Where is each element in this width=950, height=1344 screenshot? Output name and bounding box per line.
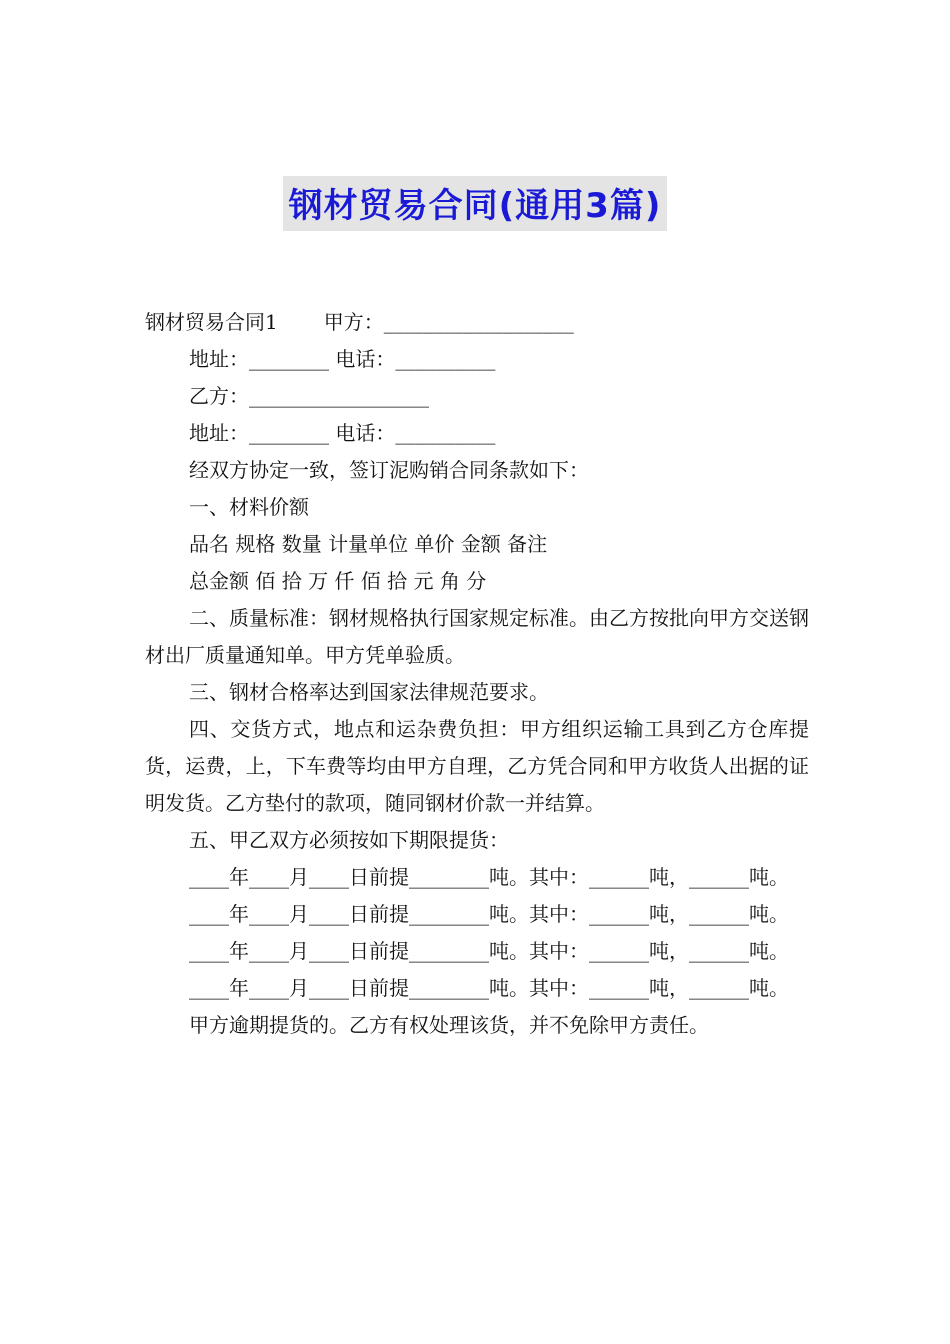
delivery-schedule-line: ____年____月____日前提________吨。其中：______吨，______吨。 [189,865,789,889]
party-b-line: 乙方：__________________ [189,384,429,408]
header-line [145,304,809,341]
delivery-schedule-line: ____年____月____日前提________吨。其中：______吨，______吨。 [189,902,789,926]
section-3-paragraph: 三、钢材合格率达到国家法律规范要求。 [189,680,549,704]
overdue-clause-paragraph: 甲方逾期提货的。乙方有权处理该货，并不免除甲方责任。 [189,1013,709,1037]
document-body [145,304,809,1044]
contract-label: 钢材贸易合同1 [145,310,278,334]
total-amount-line: 总金额 佰 拾 万 仟 佰 拾 元 角 分 [189,569,487,593]
delivery-schedule-line: ____年____月____日前提________吨。其中：______吨，______吨。 [189,976,789,1000]
item-columns-line: 品名 规格 数量 计量单位 单价 金额 备注 [189,532,548,556]
party-b-address-line: 地址：________ 电话：__________ [189,421,496,445]
section-1-heading: 一、材料价额 [189,495,309,519]
section-5-paragraph: 五、甲乙双方必须按如下期限提货： [189,828,509,852]
section-2-paragraph: 二、质量标准：钢材规格执行国家规定标准。由乙方按批向甲方交送钢材出厂质量通知单。甲方凭单验质。 [145,606,809,667]
document-title-wrap [0,176,950,231]
document-title: 钢材贸易合同(通用3篇) [283,176,668,231]
delivery-schedule-line: ____年____月____日前提________吨。其中：______吨，______吨。 [189,939,789,963]
party-a-field: 甲方：___________________ [323,310,574,334]
section-4-paragraph: 四、交货方式，地点和运杂费负担：甲方组织运输工具到乙方仓库提货，运费，上，下车费等均由甲方自理，乙方凭合同和甲方收货人出据的证明发货。乙方垫付的款项，随同钢材价款一并结算。 [145,717,809,815]
party-a-address-line: 地址：________ 电话：__________ [189,347,496,371]
agreement-intro: 经双方协定一致，签订泥购销合同条款如下： [189,458,589,482]
